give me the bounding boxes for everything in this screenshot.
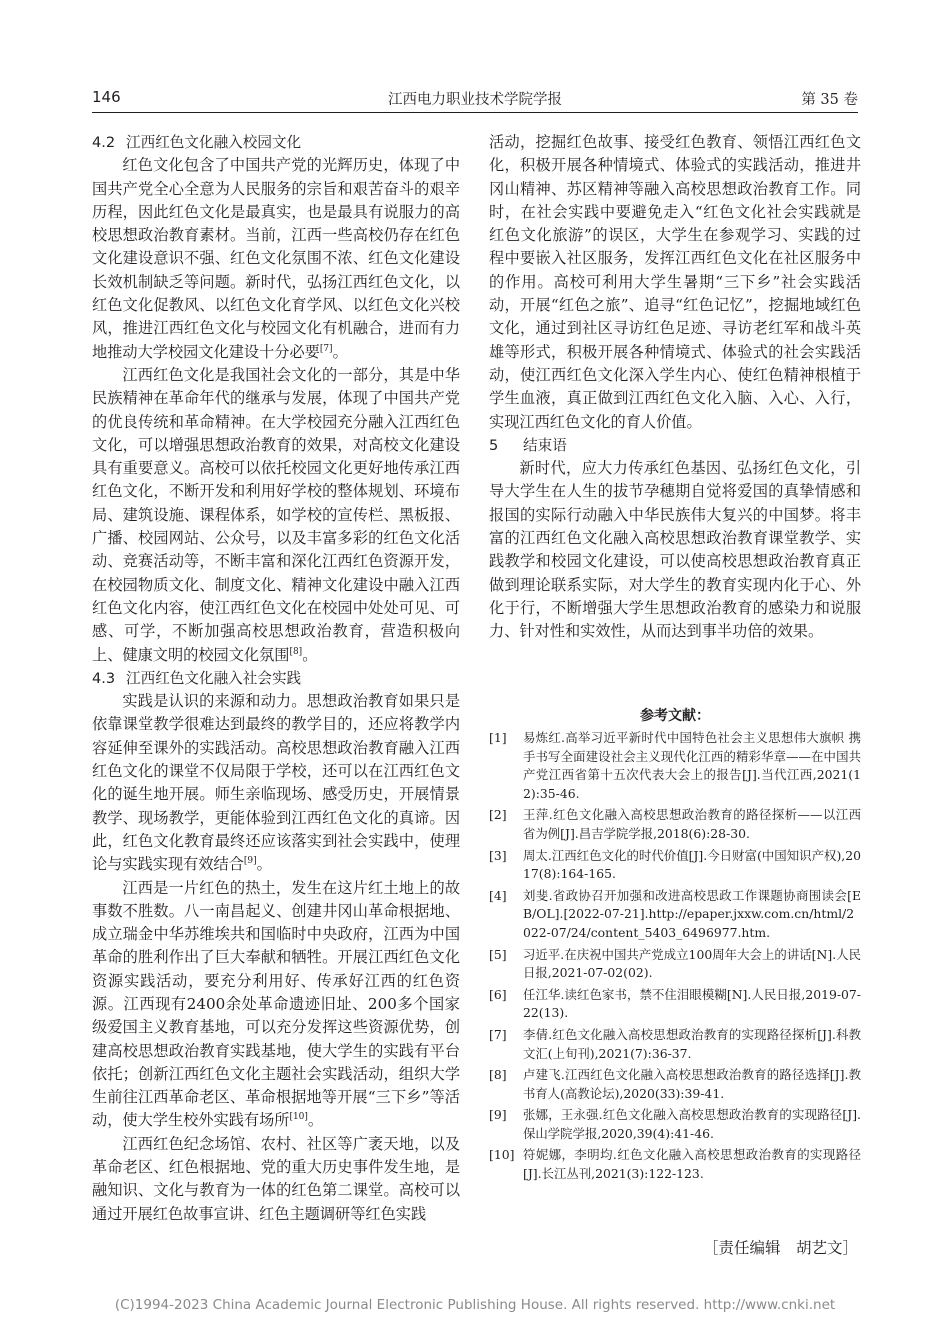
reference-number: [2] xyxy=(489,807,507,823)
paragraph-end: 。 xyxy=(307,1111,324,1130)
reference-number: [8] xyxy=(489,1067,507,1083)
paragraph xyxy=(92,690,460,876)
paragraph-end: 。 xyxy=(256,855,272,874)
reference-item xyxy=(489,946,861,983)
reference-list xyxy=(489,729,861,1184)
paragraph-text: 新时代，应大力传承红色基因、弘扬红色文化，引导大学生在人生的拔节孕穗期自觉将爱国的真挚情感和报国的实际行动融入中华民族伟大复兴的中国梦。将丰富的江西红色文化融入高校思想政治教育课堂教学、实践教学和校园文化建设，可以使高校思想政治教育真正做到理论联系实际，对大学生的教育实现内化于心、外化于行，不断增强大学生思想政治教育的感染力和说服力、针对性和实效性，从而达到事半功倍的效果。 xyxy=(489,459,861,641)
paragraph xyxy=(92,154,460,364)
paragraph-text: 江西红色文化是我国社会文化的一部分，其是中华民族精神在革命年代的继承与发展，体现了中国共产党的优良传统和革命精神。在大学校园充分融入江西红色文化，可以增强思想政治教育的效果，对高校文化建设具有重要意义。高校可以依托校园文化更好地传承江西红色文化，不断开发和利用好学校的整体规划、环境布局、建筑设施、课程体系，如学校的宣传栏、黑板报、广播、校园网站、公众号，以及丰富多彩的红色文化活动、竞赛活动等，不断丰富和深化江西红色资源开发，在校园物质文化、制度文化、精神文化建设中融入江西红色文化内容，使江西红色文化在校园中处处可见、可感、可学，不断加强高校思想政治教育，营造积极向上、健康文明的校园文化氛围 xyxy=(92,365,460,664)
paragraph-text: 实践是认识的来源和动力。思想政治教育如果只是依靠课堂教学很难达到最终的教学目的，还应将教学内容延伸至课外的实践活动。高校思想政治教育融入江西红色文化的课堂不仅局限于学校，还可以在江西红色文化的诞生地开展。师生亲临现场、感受历史，开展情景教学、现场教学，更能体验到江西红色文化的真谛。因此，红色文化教育最终还应该落实到社会实践中，使理论与实践实现有效结合 xyxy=(92,692,460,874)
paragraph xyxy=(92,877,460,1133)
citation-marker: [10] xyxy=(289,1112,308,1123)
paragraph-text: 江西红色纪念场馆、农村、社区等广袤天地，以及革命老区、红色根据地、党的重大历史事件发生地，是融知识、文化与教育为一体的红色第二课堂。高校可以通过开展红色故事宣讲、红色主题调研等红色实践 xyxy=(92,1134,460,1223)
volume-label: 第 35 卷 xyxy=(801,92,858,108)
reference-number: [3] xyxy=(489,847,507,863)
section-title: 结束语 xyxy=(523,436,567,454)
reference-number: [7] xyxy=(489,1026,507,1042)
reference-item xyxy=(489,806,861,843)
reference-text: 周太.江西红色文化的时代价值[J].今日财富(中国知识产权),2017(8):164-165. xyxy=(523,847,861,882)
reference-text: 易炼红.高举习近平新时代中国特色社会主义思想伟大旗帜 携手书写全面建设社会主义现代化江西的精彩华章——在中国共产党江西省第十五次代表大会上的报告[J].当代江西,2021(12):35-46. xyxy=(523,730,861,801)
paragraph xyxy=(489,457,861,643)
reference-text: 李倩.红色文化融入高校思想政治教育的实现路径探析[J].科教文汇(上旬刊),2021(7):36-37. xyxy=(523,1026,861,1061)
reference-item xyxy=(489,1026,861,1063)
paragraph xyxy=(92,364,460,667)
reference-text: 张娜，王永强.红色文化融入高校思想政治教育的实现路径[J].保山学院学报,2020,39(4):41-46. xyxy=(523,1107,861,1141)
editor-credit: ［责任编辑 胡艺文］ xyxy=(702,1239,858,1257)
reference-number: [6] xyxy=(489,986,507,1002)
section-heading xyxy=(92,667,460,690)
journal-title: 江西电力职业技术学院学报 xyxy=(388,92,562,108)
reference-item xyxy=(489,847,861,884)
section-number: 4.3 xyxy=(92,669,116,687)
page-number: 146 xyxy=(92,88,121,106)
reference-number: [10] xyxy=(489,1147,515,1163)
paragraph-continued xyxy=(489,131,861,434)
paragraph xyxy=(92,1133,460,1226)
reference-item xyxy=(489,729,861,803)
left-column xyxy=(92,131,460,1226)
reference-number: [9] xyxy=(489,1107,507,1123)
reference-text: 符妮娜，李明均.红色文化融入高校思想政治教育的实现路径[J].长江丛刊,2021(3):122-123. xyxy=(523,1147,861,1182)
reference-number: [1] xyxy=(489,730,507,745)
reference-text: 刘斐.省政协召开加强和改进高校思政工作课题协商围读会[EB/OL].[2022-07-21].http://epaper.jxxw.com.cn/html/2022-07/24/content_5403_6496977.htm. xyxy=(523,887,861,940)
citation-marker: [9] xyxy=(243,856,257,867)
references-title: 参考文献： xyxy=(640,708,710,724)
citation-marker: [8] xyxy=(289,646,303,657)
reference-text: 任江华.读红色家书，禁不住泪眼模糊[N].人民日报,2019-07-22(13). xyxy=(523,986,861,1021)
reference-item xyxy=(489,1066,861,1103)
reference-number: [5] xyxy=(489,946,507,962)
reference-item xyxy=(489,1146,861,1183)
reference-item xyxy=(489,1106,861,1143)
reference-text: 习近平.在庆祝中国共产党成立100周年大会上的讲话[N].人民日报,2021-07-02(02). xyxy=(523,946,861,981)
references-section xyxy=(489,705,861,1187)
reference-item xyxy=(489,887,861,943)
copyright-footer: (C)1994-2023 China Academic Journal Electronic Publishing House. All rights reserved. http://www.cnki.net xyxy=(114,1297,836,1313)
running-header xyxy=(92,86,858,113)
citation-marker: [7] xyxy=(319,343,333,354)
paragraph-text: 江西是一片红色的热土，发生在这片红土地上的故事数不胜数。八一南昌起义、创建井冈山革命根据地、成立瑞金中华苏维埃共和国临时中央政府，江西为中国革命的胜利作出了巨大奉献和牺牲。开展江西红色文化资源实践活动，要充分利用好、传承好江西的红色资源。江西现有2400余处革命遗迹旧址、200多个国家级爱国主义教育基地，可以充分发挥这些资源优势，创建高校思想政治教育实践基地，使大学生的实践有平台依托；创新江西红色文化主题社会实践活动，组织大学生前往江西革命老区、革命根据地等开展“三下乡”等活动，使大学生校外实践有场所 xyxy=(92,878,460,1130)
section-number: 5 xyxy=(489,436,499,454)
paragraph-text: 活动，挖掘红色故事、接受红色教育、领悟江西红色文化，积极开展各种情境式、体验式的实践活动，推进井冈山精神、苏区精神等融入高校思想政治教育工作。同时，在社会实践中要避免走入“红色文化社会实践就是红色文化旅游”的误区，大学生在参观学习、实践的过程中要嵌入社区服务，发挥江西红色文化在社区服务中的作用。高校可利用大学生暑期“三下乡”社会实践活动，开展“红色之旅”、追寻“红色记忆”，挖掘地域红色文化，通过到社区寻访红色足迹、寻访老红军和战斗英雄等形式，积极开展各种情境式、体验式的社会实践活动，使江西红色文化深入学生内心、使红色精神根植于学生血液，真正做到江西红色文化入脑、入心、入行，实现江西红色文化的育人价值。 xyxy=(489,133,861,431)
reference-text: 王萍.红色文化融入高校思想政治教育的路径探析——以江西省为例[J].昌吉学院学报,2018(6):28-30. xyxy=(523,807,861,841)
paragraph-end: 。 xyxy=(302,645,318,664)
paragraph-text: 红色文化包含了中国共产党的光辉历史，体现了中国共产党全心全意为人民服务的宗旨和艰苦奋斗的艰辛历程，因此红色文化是最真实，也是最具有说服力的高校思想政治教育素材。当前，江西一些高校仍存在红色文化建设意识不强、红色文化氛围不浓、红色文化建设长效机制缺乏等问题。新时代，弘扬江西红色文化，以红色文化促教风、以红色文化育学风、以红色文化兴校风，推进江西红色文化与校园文化有机融合，进而有力地推动大学校园文化建设十分必要 xyxy=(92,156,460,361)
section-heading xyxy=(92,131,460,154)
right-column xyxy=(489,131,861,644)
reference-number: [4] xyxy=(489,887,507,903)
section-heading xyxy=(489,434,861,457)
reference-item xyxy=(489,986,861,1023)
section-title: 江西红色文化融入社会实践 xyxy=(126,669,302,687)
reference-text: 卢建飞.江西红色文化融入高校思想政治教育的路径选择[J].教书育人(高教论坛),2020(33):39-41. xyxy=(523,1067,861,1101)
section-number: 4.2 xyxy=(92,134,116,151)
section-title: 江西红色文化融入校园文化 xyxy=(126,134,302,151)
paragraph-end: 。 xyxy=(332,342,348,361)
